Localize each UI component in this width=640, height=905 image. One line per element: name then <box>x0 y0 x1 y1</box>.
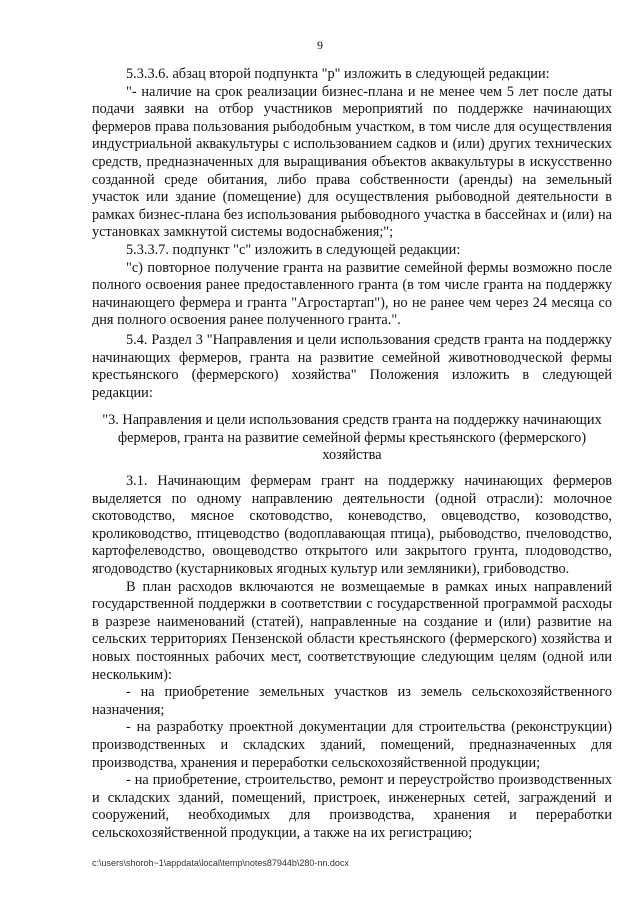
footer-file-path: c:\users\shoroh~1\appdata\local\temp\notes87944b\280-nn.docx <box>92 858 349 868</box>
paragraph-5-4: 5.4. Раздел 3 "Направления и цели использования средств гранта на поддержку начинающих фермеров, гранта на развитие семейной животноводческой фермы крестьянского (фермерского) хозяйства" Положения изложить в следующей редакции: <box>92 331 612 401</box>
document-body <box>92 66 612 843</box>
page-number: 9 <box>317 38 323 52</box>
paragraph-3-1: 3.1. Начинающим фермерам грант на поддержку начинающих фермеров выделяется по одному направлению деятельности (одной отрасли): молочное скотоводство, мясное скотоводство, коневодство, овцеводство, козоводство, кролиководство, птицеводство (водоплавающая птица), рыбоводство, пчеловодство, картофелеводство, овощеводство открытого или закрытого грунта, плодоводство, ягодоводство (кустарниковых ягодных культур или земляники), грибоводство. <box>92 473 612 578</box>
paragraph-expense-plan: В план расходов включаются не возмещаемые в рамках иных направлений государственной поддержки в соответствии с государственной программой расходы в разрезе наименований (статей), направленные на создание и (или) развитие на сельских территориях Пензенской области крестьянского (фермерского) хозяйства и новых постоянных рабочих мест, соответствующие следующим целям (одной или нескольким): <box>92 578 612 683</box>
paragraph-5-3-3-7: 5.3.3.7. подпункт "с" изложить в следующей редакции: <box>126 241 461 258</box>
list-item-design-docs: - на разработку проектной документации для строительства (реконструкции) производственных и складских зданий, помещений, предназначенных для производства, хранения и переработки сельскохозяйственной продукции; <box>92 719 612 771</box>
paragraph-quote-r: "- наличие на срок реализации бизнес-плана и не менее чем 5 лет после даты подачи заявки на отбор участников мероприятий по поддержке начинающих фермеров права пользования рыбодобным участком, в том числе для осуществления индустриальной аквакультуры с использованием садков и (или) других технических средств, предназначенных для выращивания объектов аквакультуры в искусственно созданной среде обитания, либо права собственности (аренды) на земельный участок или здание (помещение) для осуществления рыбоводной деятельности в рамках бизнес-плана без использования рыбоводного участка в бассейнах и (или) на установках замкнутой системы водоснабжения;"; <box>92 83 612 241</box>
list-item-buildings: - на приобретение, строительство, ремонт и переустройство производственных и складских зданий, помещений, пристроек, инженерных сетей, заграждений и сооружений, необходимых для производства, хранения и переработки сельскохозяйственной продукции, а также на их регистрацию; <box>92 772 612 841</box>
paragraph-5-3-3-6: 5.3.3.6. абзац второй подпункта "р" изложить в следующей редакции: <box>126 66 550 82</box>
section-3-heading: "3. Направления и цели использования средств гранта на поддержку начинающих фермеров, гранта на развитие семейной фермы крестьянского (фермерского) хозяйства <box>102 412 602 464</box>
list-item-land: - на приобретение земельных участков из земель сельскохозяйственного назначения; <box>92 684 612 718</box>
paragraph-quote-s: "с) повторное получение гранта на развитие семейной фермы возможно после полного освоения ранее предоставленного гранта (в том числе гранта на поддержку начинающего фермера и гранта "Агростартап"), но не ранее чем через 24 месяца со дня полного освоения ранее полученного гранта.". <box>92 259 612 329</box>
